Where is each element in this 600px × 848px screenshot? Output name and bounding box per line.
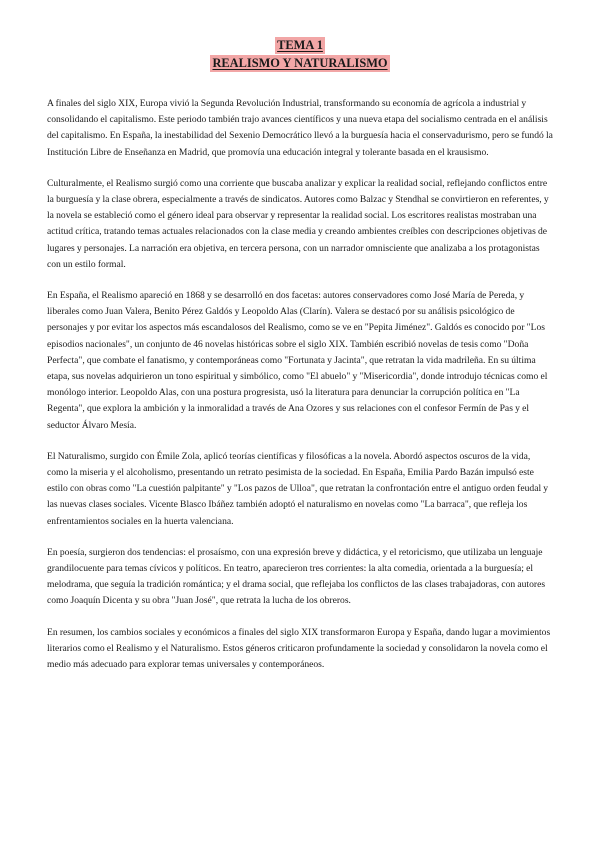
paragraph-naturalism: El Naturalismo, surgido con Émile Zola, aplicó teorías científicas y filosóficas a la novela. Abordó aspectos oscuros de la vida, como la miseria y el alcoholismo, presentando un retrato pesimista de la sociedad. En España, Emilia Pardo Bazán impulsó este estilo con obras como "La cuestión palpitante" y "Los pazos de Ulloa", que retratan la confrontación entre el antiguo orden feudal y las nuevas clases sociales. Vicente Blasco Ibáñez también adoptó el naturalismo en novelas como "La barraca", que refleja los enfrentamientos sociales en la huerta valenciana. bbox=[47, 450, 549, 527]
document-title-topic: TEMA 1 bbox=[277, 38, 323, 52]
paragraph-summary: En resumen, los cambios sociales y económicos a finales del siglo XIX transformaron Europa y España, dando lugar a movimientos literarios como el Realismo y el Naturalismo. Estos géneros criticaron profundamente la sociedad y consolidaron la novela como el medio más adecuado para explorar temas universales y contemporáneos. bbox=[47, 626, 551, 671]
document-title-subject: REALISMO Y NATURALISMO bbox=[212, 56, 388, 70]
paragraph-historical-context: A finales del siglo XIX, Europa vivió la Segunda Revolución Industrial, transformando su economía de agrícola a industrial y consolidando el capitalismo. Este periodo también trajo avances científicos y una nueva etapa del socialismo centrada en el análisis del capitalismo. En España, la inestabilidad del Sexenio Democrático llevó a la burguesía hacia el conservadurismo, pero se fundó la Institución Libre de Enseñanza en Madrid, que promovía una educación integral y tolerante basada en el krausismo. bbox=[47, 98, 553, 158]
paragraph-realism-culture: Culturalmente, el Realismo surgió como una corriente que buscaba analizar y explicar la realidad social, reflejando conflictos entre la burguesía y la clase obrera, especialmente a través de sindicatos. Autores como Balzac y Stendhal se convirtieron en referentes, y la novela se estableció como el género ideal para observar y representar la realidad social. Los escritores realistas mostraban una actitud crítica, tratando temas actuales relacionados con la clase media y creando ambientes creíbles con descripciones objetivas de lugares y personajes. La narración era objetiva, en tercera persona, con un narrador omnisciente que analizaba a los protagonistas con un estilo formal. bbox=[47, 177, 549, 270]
paragraph-poetry-theatre: En poesía, surgieron dos tendencias: el prosaísmo, con una expresión breve y didáctica, y el retoricismo, que utilizaba un lenguaje grandilocuente para temas cívicos y políticos. En teatro, aparecieron tres corrientes: la alta comedia, orientada a la burguesía; el melodrama, que seguía la tradición romántica; y el drama social, que reflejaba los conflictos de las clases trabajadoras, con autores como Joaquín Dicenta y su obra "Juan José", que retrata la lucha de los obreros. bbox=[47, 546, 546, 607]
title-block bbox=[47, 36, 553, 72]
paragraph-realism-spain: En España, el Realismo apareció en 1868 y se desarrolló en dos facetas: autores conservadores como José María de Pereda, y liberales como Juan Valera, Benito Pérez Galdós y Leopoldo Alas (Clarín). Valera se destacó por su análisis psicológico de personajes y por evitar los aspectos más escandalosos del Realismo, como se ve en "Pepita Jiménez". Galdós es conocido por "Los episodios nacionales", un conjunto de 46 novelas históricas sobre el siglo XIX. También escribió novelas de tesis como "Doña Perfecta", que combate el fanatismo, y contemporáneas como "Fortunata y Jacinta", que retratan la vida madrileña. En su última etapa, sus novelas adquirieron un tono espiritual y simbólico, como "El abuelo" y "Misericordia", donde introdujo técnicas como el monólogo interior. Leopoldo Alas, con una postura progresista, usó la literatura para denunciar la corrupción política en "La Regenta", que explora la ambición y la inmoralidad a través de Ana Ozores y sus relaciones con el confesor Fermín de Pas y el seductor Álvaro Mesía. bbox=[47, 290, 548, 431]
